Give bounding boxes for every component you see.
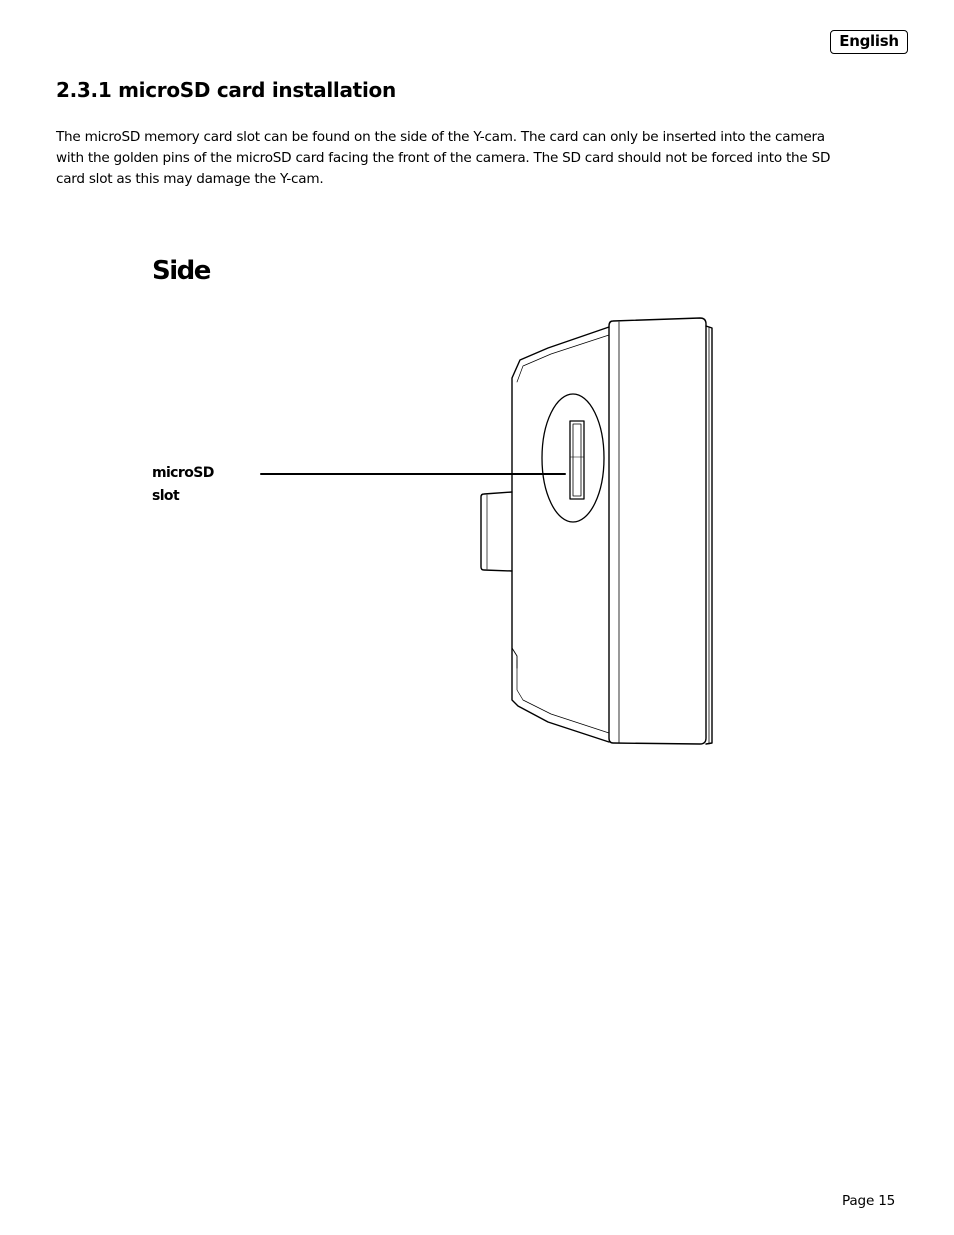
page-number: Page 15	[842, 1193, 896, 1209]
paragraph-line: card slot as this may damage the Y-cam.	[56, 171, 324, 187]
callout-line: slot	[152, 488, 180, 504]
paragraph-line: with the golden pins of the microSD card facing the front of the camera. The SD card should not be forced into the SD	[56, 150, 831, 166]
section-title: 2.3.1 microSD card installation	[56, 78, 396, 102]
microsd-slot-icon	[542, 394, 604, 522]
language-badge: English	[830, 30, 908, 54]
figure-view-label: Side	[152, 256, 210, 286]
paragraph-line: The microSD memory card slot can be found on the side of the Y-cam. The card can only be inserted into the camera	[56, 129, 825, 145]
callout-line: microSD	[152, 465, 214, 481]
camera-side-view-icon	[481, 318, 712, 744]
